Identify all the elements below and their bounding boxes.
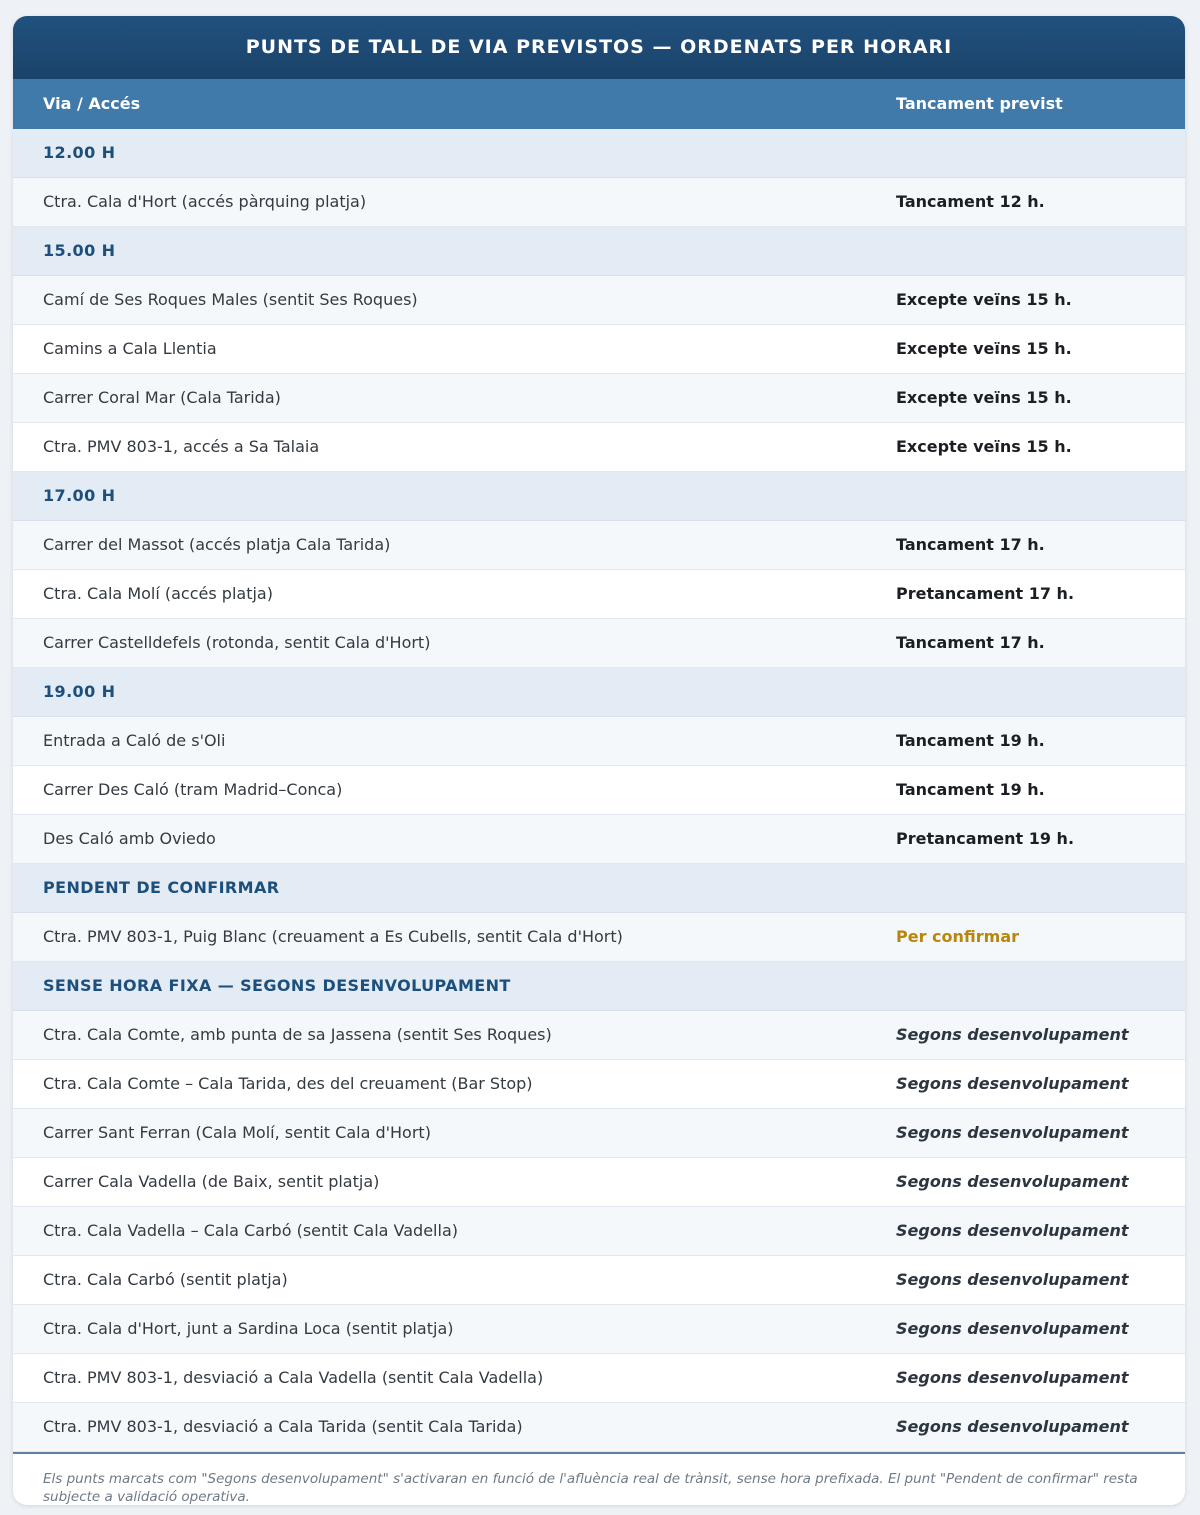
group-label: 19.00 H <box>43 682 116 701</box>
tancament-cell: Tancament 17 h. <box>896 633 1045 652</box>
table-row <box>13 521 1185 570</box>
tancament-cell: Tancament 12 h. <box>896 192 1045 211</box>
table-row <box>13 913 1185 962</box>
group-header <box>13 129 1185 178</box>
group-label: SENSE HORA FIXA — SEGONS DESENVOLUPAMENT <box>43 976 511 995</box>
tancament-cell: Tancament 17 h. <box>896 535 1045 554</box>
tancament-cell: Excepte veïns 15 h. <box>896 437 1072 456</box>
table-row <box>13 815 1185 864</box>
tancament-cell: Tancament 19 h. <box>896 731 1045 750</box>
tancament-cell: Tancament 19 h. <box>896 780 1045 799</box>
via-cell: Carrer Coral Mar (Cala Tarida) <box>43 388 281 407</box>
tancament-cell: Pretancament 19 h. <box>896 829 1075 848</box>
via-cell: Carrer Sant Ferran (Cala Molí, sentit Cala d'Hort) <box>43 1123 431 1142</box>
via-cell: Ctra. Cala Vadella – Cala Carbó (sentit Cala Vadella) <box>43 1221 458 1240</box>
via-cell: Ctra. Cala Carbó (sentit platja) <box>43 1270 288 1289</box>
tancament-cell: Excepte veïns 15 h. <box>896 388 1072 407</box>
via-cell: Ctra. PMV 803-1, desviació a Cala Tarida (sentit Cala Tarida) <box>43 1417 523 1436</box>
table-row <box>13 423 1185 472</box>
tancament-cell: Segons desenvolupament <box>896 1123 1129 1142</box>
via-cell: Ctra. Cala Molí (accés platja) <box>43 584 273 603</box>
table-row <box>13 1060 1185 1109</box>
table-row <box>13 1354 1185 1403</box>
table-row <box>13 1256 1185 1305</box>
group-label: PENDENT DE CONFIRMAR <box>43 878 280 897</box>
table-row <box>13 766 1185 815</box>
group-header <box>13 472 1185 521</box>
tancament-cell: Segons desenvolupament <box>896 1368 1129 1387</box>
tancament-cell: Excepte veïns 15 h. <box>896 339 1072 358</box>
via-cell: Entrada a Caló de s'Oli <box>43 731 226 750</box>
table-row <box>13 325 1185 374</box>
via-cell: Carrer Cala Vadella (de Baix, sentit platja) <box>43 1172 380 1191</box>
closures-table-card <box>13 16 1185 1505</box>
tancament-cell: Segons desenvolupament <box>896 1270 1129 1289</box>
group-header <box>13 864 1185 913</box>
table-row <box>13 178 1185 227</box>
table-row <box>13 1305 1185 1354</box>
tancament-cell: Segons desenvolupament <box>896 1074 1129 1093</box>
via-cell: Carrer del Massot (accés platja Cala Tarida) <box>43 535 391 554</box>
table-row <box>13 1158 1185 1207</box>
table-row <box>13 276 1185 325</box>
group-header <box>13 668 1185 717</box>
group-header <box>13 227 1185 276</box>
via-cell: Des Caló amb Oviedo <box>43 829 216 848</box>
table-row <box>13 570 1185 619</box>
table-row <box>13 717 1185 766</box>
table-row <box>13 619 1185 668</box>
tancament-cell: Excepte veïns 15 h. <box>896 290 1072 309</box>
table-row <box>13 1109 1185 1158</box>
tancament-cell: Segons desenvolupament <box>896 1319 1129 1338</box>
via-cell: Camins a Cala Llentia <box>43 339 217 358</box>
group-label: 15.00 H <box>43 241 116 260</box>
table-body <box>13 129 1185 1452</box>
tancament-cell: Pretancament 17 h. <box>896 584 1075 603</box>
table-row <box>13 374 1185 423</box>
column-header-via: Via / Accés <box>43 94 141 113</box>
via-cell: Camí de Ses Roques Males (sentit Ses Roques) <box>43 290 418 309</box>
via-cell: Ctra. PMV 803-1, accés a Sa Talaia <box>43 437 320 456</box>
tancament-cell: Segons desenvolupament <box>896 1221 1129 1240</box>
via-cell: Carrer Castelldefels (rotonda, sentit Cala d'Hort) <box>43 633 431 652</box>
via-cell: Ctra. Cala d'Hort, junt a Sardina Loca (sentit platja) <box>43 1319 454 1338</box>
via-cell: Ctra. Cala d'Hort (accés pàrquing platja) <box>43 192 367 211</box>
group-label: 12.00 H <box>43 143 116 162</box>
group-label: 17.00 H <box>43 486 116 505</box>
via-cell: Ctra. Cala Comte – Cala Tarida, des del creuament (Bar Stop) <box>43 1074 533 1093</box>
tancament-cell: Segons desenvolupament <box>896 1172 1129 1191</box>
table-row <box>13 1403 1185 1452</box>
via-cell: Carrer Des Caló (tram Madrid–Conca) <box>43 780 343 799</box>
table-title: PUNTS DE TALL DE VIA PREVISTOS — ORDENATS PER HORARI <box>13 16 1185 79</box>
group-header <box>13 962 1185 1011</box>
table-row <box>13 1011 1185 1060</box>
footnote: Els punts marcats com "Segons desenvolupament" s'activaran en funció de l'afluència real de trànsit, sense hora prefixada. El punt "Pendent de confirmar" resta subjecte a validació operativa. <box>13 1452 1185 1505</box>
table-row <box>13 1207 1185 1256</box>
via-cell: Ctra. PMV 803-1, Puig Blanc (creuament a Es Cubells, sentit Cala d'Hort) <box>43 927 623 946</box>
tancament-cell: Segons desenvolupament <box>896 1417 1129 1436</box>
column-header-tancament: Tancament previst <box>896 94 1063 113</box>
tancament-cell: Segons desenvolupament <box>896 1025 1129 1044</box>
tancament-cell: Per confirmar <box>896 927 1020 946</box>
via-cell: Ctra. Cala Comte, amb punta de sa Jassena (sentit Ses Roques) <box>43 1025 552 1044</box>
column-header-row <box>13 79 1185 129</box>
via-cell: Ctra. PMV 803-1, desviació a Cala Vadella (sentit Cala Vadella) <box>43 1368 544 1387</box>
